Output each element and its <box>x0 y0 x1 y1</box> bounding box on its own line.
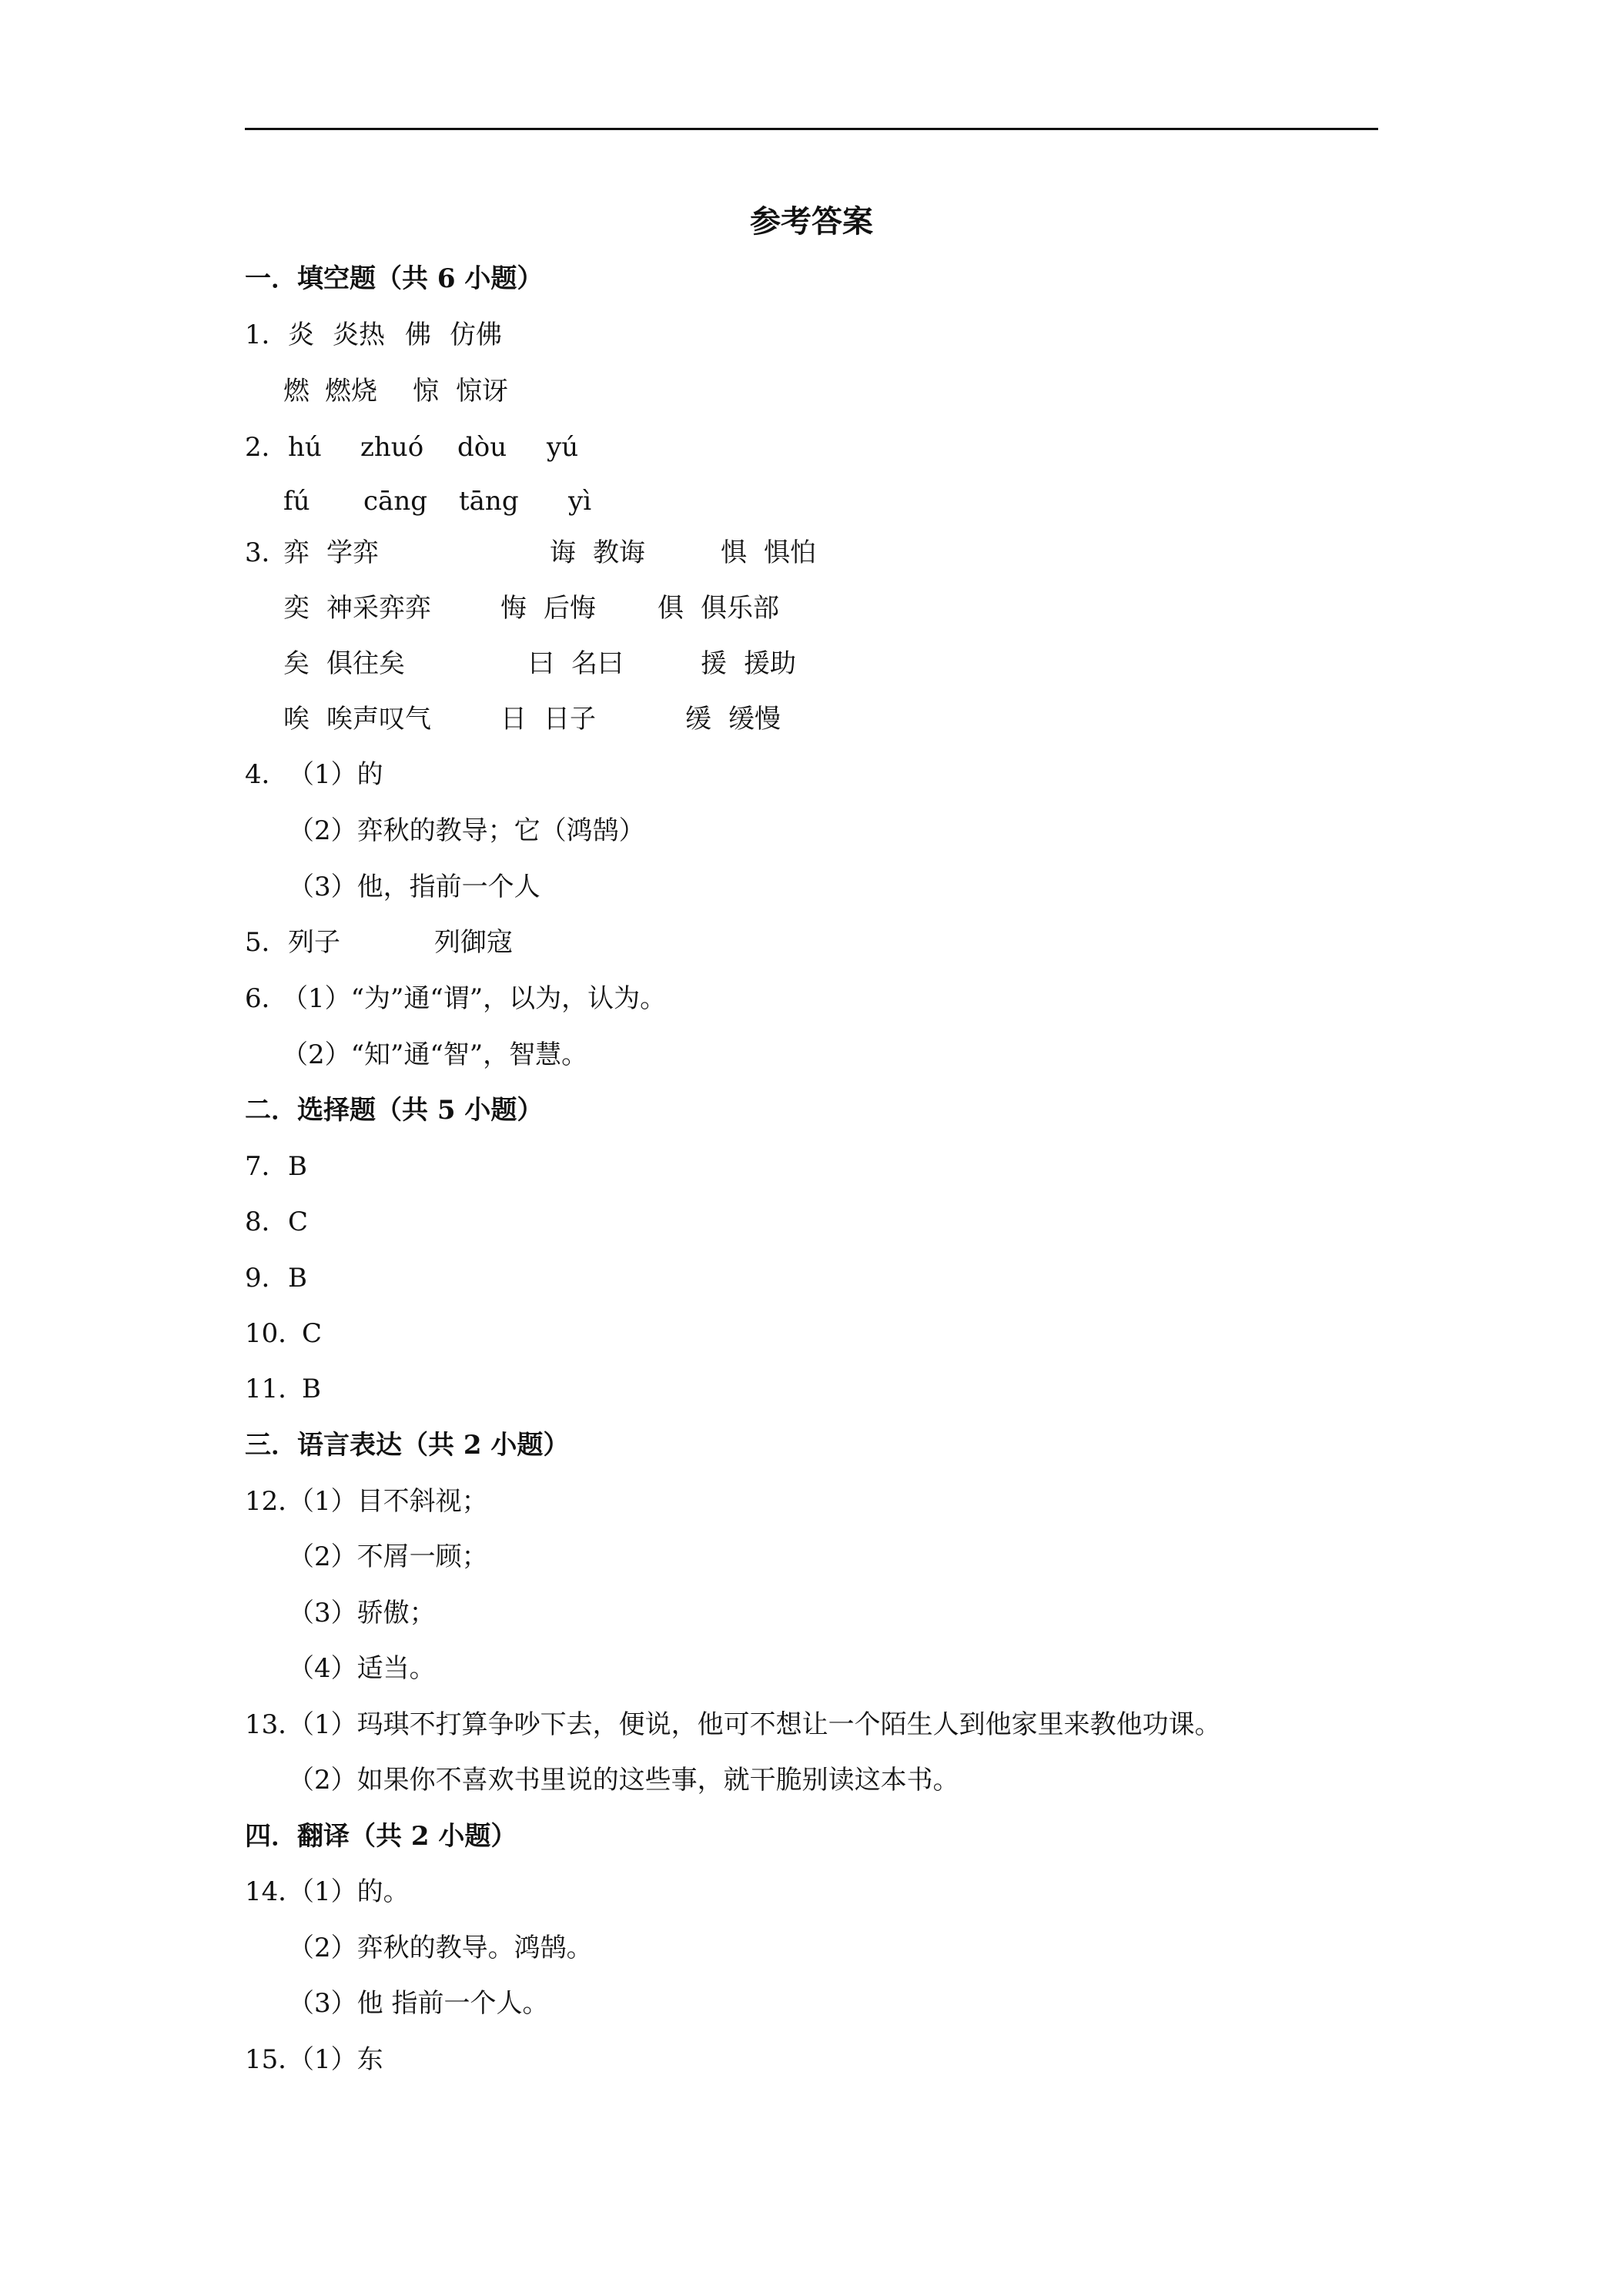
section-heading-translation: 四．翻译（共 2 小题） <box>245 1821 517 1852</box>
q3-char: 俱 <box>658 593 684 624</box>
q3-char: 悔 <box>500 593 527 624</box>
q14-answer-1: （1）的。 <box>288 1876 410 1907</box>
q1-char: 炎 <box>288 320 314 350</box>
q1-word: 惊讶 <box>456 376 508 407</box>
section-heading-language-expression: 三．语言表达（共 2 小题） <box>245 1430 570 1461</box>
q3-row <box>283 591 838 625</box>
q3-char: 矣 <box>283 648 310 679</box>
q15-number: 15． <box>245 2044 305 2075</box>
q3-word: 援助 <box>744 648 796 679</box>
q2-number: 2． <box>245 432 288 463</box>
q4-answer-2: （2）弈秋的教导；它（鸿鹄） <box>288 815 645 846</box>
q1-word: 炎热 <box>333 320 385 350</box>
q12-answer-3: （3）骄傲； <box>288 1598 436 1628</box>
q6-row1 <box>245 982 784 1016</box>
q1-char: 燃 <box>283 376 310 407</box>
q3-word: 俱乐部 <box>701 593 779 624</box>
q10-answer: C <box>302 1318 323 1349</box>
q4-row1 <box>245 758 707 792</box>
page-title: 参考答案 <box>750 203 873 239</box>
q10-row <box>245 1317 399 1350</box>
q9-answer: B <box>288 1263 307 1294</box>
q8-number: 8． <box>245 1207 288 1237</box>
q1-char: 佛 <box>405 320 431 350</box>
q7-number: 7． <box>245 1151 288 1182</box>
q8-row <box>245 1205 399 1239</box>
q11-answer: B <box>302 1374 321 1404</box>
q11-number: 11． <box>245 1374 305 1404</box>
q12-answer-2: （2）不屑一顾； <box>288 1541 488 1572</box>
q3-word: 惧怕 <box>764 537 816 568</box>
q3-char: 奕 <box>283 593 310 624</box>
q3-row <box>283 647 838 681</box>
q6-answer-1: （1）“为”通“谓”，以为，认为。 <box>282 983 667 1014</box>
q3-word: 名曰 <box>571 648 624 679</box>
q3-word: 学弈 <box>326 537 379 568</box>
section-heading-multiple-choice: 二．选择题（共 5 小题） <box>245 1095 544 1126</box>
q3-number: 3． <box>245 537 288 568</box>
pinyin: cāng <box>363 486 427 517</box>
q5-row <box>245 925 630 959</box>
q3-word: 缓慢 <box>728 704 781 735</box>
pinyin: fú <box>283 486 310 517</box>
q13-number: 13． <box>245 1709 305 1740</box>
q15-answer-1: （1）东 <box>288 2044 383 2075</box>
q14-answer-2: （2）弈秋的教导。鸿鹄。 <box>288 1933 593 1963</box>
pinyin: yì <box>568 486 592 517</box>
q12-row1 <box>245 1484 630 1518</box>
q3-word: 后悔 <box>544 593 596 624</box>
q8-answer: C <box>288 1207 309 1237</box>
q6-number: 6． <box>245 983 288 1014</box>
q12-answer-1: （1）目不斜视； <box>288 1486 488 1517</box>
q3-char: 诲 <box>550 537 576 568</box>
q5-answer-2: 列御寇 <box>434 927 513 958</box>
q2-row1 <box>245 430 591 464</box>
q5-number: 5． <box>245 927 288 958</box>
q3-word: 日子 <box>544 704 596 735</box>
header-rule <box>245 128 1378 130</box>
q13-answer-1: （1）玛琪不打算争吵下去，便说，他可不想让一个陌生人到他家里来教他功课。 <box>288 1709 1221 1740</box>
q14-number: 14． <box>245 1876 305 1907</box>
pinyin: tāng <box>459 486 519 517</box>
pinyin: dòu <box>457 432 507 463</box>
q9-number: 9． <box>245 1263 288 1294</box>
q3-char: 日 <box>500 704 527 735</box>
pinyin: hú <box>288 432 322 463</box>
q3-char: 唉 <box>283 704 310 735</box>
q1-row1 <box>245 318 553 352</box>
q3-char: 弈 <box>283 537 310 568</box>
q15-row1 <box>245 2043 630 2077</box>
q14-answer-3: （3）他 指前一个人。 <box>288 1988 549 2019</box>
q1-char: 惊 <box>413 376 439 407</box>
q1-word: 燃烧 <box>325 376 377 407</box>
pinyin: zhuó <box>360 432 424 463</box>
q3-word: 俱往矣 <box>326 648 405 679</box>
q10-number: 10． <box>245 1318 305 1349</box>
q3-char: 惧 <box>721 537 747 568</box>
q2-row2 <box>283 484 607 518</box>
q1-number: 1． <box>245 320 288 350</box>
q13-answer-2: （2）如果你不喜欢书里说的这些事，就干脆别读这本书。 <box>288 1765 959 1796</box>
q1-word: 仿佛 <box>450 320 502 350</box>
q3-char: 曰 <box>528 648 554 679</box>
q5-answer-1: 列子 <box>288 927 340 958</box>
q12-number: 12． <box>245 1486 305 1517</box>
q4-number: 4． <box>245 759 288 790</box>
q14-row1 <box>245 1875 630 1909</box>
q3-row <box>283 702 838 736</box>
pinyin: yú <box>547 432 579 463</box>
q3-char: 援 <box>701 648 727 679</box>
section-heading-fill-blank: 一．填空题（共 6 小题） <box>245 263 544 294</box>
q7-row <box>245 1150 399 1183</box>
q4-answer-3: （3）他，指前一个人 <box>288 872 540 902</box>
q12-answer-4: （4）适当。 <box>288 1653 436 1684</box>
q3-word: 神采弈弈 <box>326 593 431 624</box>
q1-row2 <box>283 374 553 408</box>
q11-row <box>245 1372 399 1406</box>
q6-answer-2: （2）“知”通“智”，智慧。 <box>282 1039 588 1070</box>
q13-row1 <box>245 1708 1354 1742</box>
q3-char: 缓 <box>685 704 711 735</box>
q3-word: 唉声叹气 <box>326 704 431 735</box>
q4-answer-1: （1）的 <box>288 759 383 790</box>
q9-row <box>245 1261 399 1295</box>
q3-word: 教诲 <box>593 537 645 568</box>
q7-answer: B <box>288 1151 307 1182</box>
q3-row <box>283 536 838 570</box>
